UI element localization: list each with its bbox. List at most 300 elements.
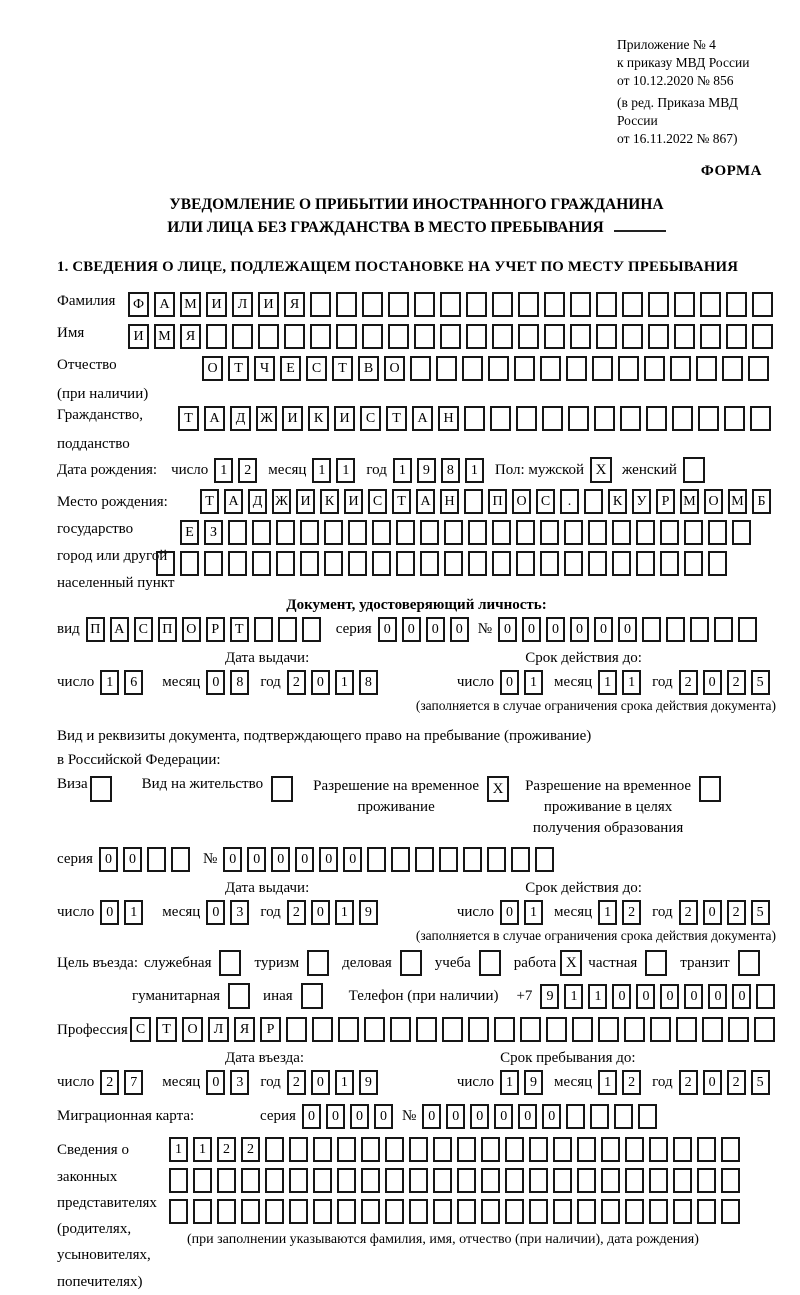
residence-series-cell[interactable]: 0 xyxy=(123,847,142,872)
residence-issue-day-cell[interactable]: 1 xyxy=(124,900,143,925)
birth-place-cell[interactable] xyxy=(564,520,583,545)
residence-issue-year-cell[interactable]: 1 xyxy=(335,900,354,925)
birth-year-cell[interactable]: 1 xyxy=(393,458,412,483)
residence-valid-month-cell[interactable]: 2 xyxy=(622,900,641,925)
representative-cell[interactable] xyxy=(337,1199,356,1224)
migration-number-cell[interactable]: 0 xyxy=(422,1104,441,1129)
citizenship-cell[interactable] xyxy=(620,406,641,431)
residence-series-cell[interactable] xyxy=(147,847,166,872)
representative-cell[interactable] xyxy=(673,1137,692,1162)
valid-month-cell[interactable]: 1 xyxy=(622,670,641,695)
birth-place-cell[interactable] xyxy=(276,520,295,545)
birth-place-cell[interactable] xyxy=(204,551,223,576)
residence-valid-year-cell[interactable]: 2 xyxy=(727,900,746,925)
profession-cell[interactable]: С xyxy=(130,1017,151,1042)
citizenship-cell[interactable] xyxy=(750,406,771,431)
given-name-cell[interactable] xyxy=(570,324,591,349)
patronymic-cell[interactable] xyxy=(488,356,509,381)
patronymic-cell[interactable] xyxy=(410,356,431,381)
representative-cell[interactable] xyxy=(433,1199,452,1224)
representative-cell[interactable]: 1 xyxy=(169,1137,188,1162)
birth-place-cell[interactable] xyxy=(324,520,343,545)
residence-number-cell[interactable] xyxy=(367,847,386,872)
patronymic-cell[interactable] xyxy=(566,356,587,381)
birth-year-cell[interactable]: 8 xyxy=(441,458,460,483)
temp-permit-checkbox[interactable]: X xyxy=(487,776,509,802)
citizenship-cell[interactable] xyxy=(516,406,537,431)
representative-cell[interactable] xyxy=(673,1168,692,1193)
representative-cell[interactable]: 2 xyxy=(241,1137,260,1162)
birth-place-cell[interactable] xyxy=(492,551,511,576)
entry-year-cell[interactable]: 9 xyxy=(359,1070,378,1095)
surname-cell[interactable] xyxy=(310,292,331,317)
birth-place-cell[interactable]: О xyxy=(512,489,531,514)
representative-cell[interactable] xyxy=(457,1168,476,1193)
patronymic-cell[interactable]: С xyxy=(306,356,327,381)
patronymic-cell[interactable]: Ч xyxy=(254,356,275,381)
representative-cell[interactable] xyxy=(457,1199,476,1224)
representative-cell[interactable] xyxy=(217,1199,236,1224)
birth-place-cell[interactable]: О xyxy=(704,489,723,514)
birth-place-cell[interactable]: М xyxy=(728,489,747,514)
birth-place-cell[interactable] xyxy=(492,520,511,545)
citizenship-cell[interactable]: Д xyxy=(230,406,251,431)
citizenship-cell[interactable] xyxy=(594,406,615,431)
surname-cell[interactable]: Я xyxy=(284,292,305,317)
birth-place-cell[interactable] xyxy=(156,551,175,576)
residence-valid-year-cell[interactable]: 5 xyxy=(751,900,770,925)
stay-day-cell[interactable]: 9 xyxy=(524,1070,543,1095)
birth-place-cell[interactable] xyxy=(324,551,343,576)
phone-cell[interactable]: 0 xyxy=(636,984,655,1009)
representative-cell[interactable] xyxy=(553,1137,572,1162)
representative-cell[interactable] xyxy=(649,1199,668,1224)
birth-place-cell[interactable] xyxy=(588,551,607,576)
representative-cell[interactable] xyxy=(601,1168,620,1193)
birth-place-cell[interactable] xyxy=(540,520,559,545)
birth-place-cell[interactable] xyxy=(252,551,271,576)
purpose-transit-checkbox[interactable] xyxy=(738,950,760,976)
issue-day-cell[interactable]: 6 xyxy=(124,670,143,695)
birth-place-cell[interactable] xyxy=(348,551,367,576)
surname-cell[interactable] xyxy=(518,292,539,317)
birth-month-cell[interactable]: 1 xyxy=(312,458,331,483)
birth-place-cell[interactable] xyxy=(612,520,631,545)
birth-place-cell[interactable] xyxy=(420,520,439,545)
phone-cell[interactable]: 0 xyxy=(612,984,631,1009)
patronymic-cell[interactable] xyxy=(670,356,691,381)
migration-series-cell[interactable]: 0 xyxy=(326,1104,345,1129)
birth-place-cell[interactable]: И xyxy=(344,489,363,514)
representative-cell[interactable] xyxy=(361,1199,380,1224)
doc-type-cell[interactable]: Т xyxy=(230,617,249,642)
given-name-cell[interactable] xyxy=(232,324,253,349)
profession-cell[interactable] xyxy=(676,1017,697,1042)
edu-permit-checkbox[interactable] xyxy=(699,776,721,802)
issue-year-cell[interactable]: 1 xyxy=(335,670,354,695)
surname-cell[interactable] xyxy=(336,292,357,317)
representative-cell[interactable] xyxy=(313,1199,332,1224)
representative-cell[interactable] xyxy=(289,1168,308,1193)
profession-cell[interactable]: Я xyxy=(234,1017,255,1042)
profession-cell[interactable] xyxy=(728,1017,749,1042)
patronymic-cell[interactable] xyxy=(514,356,535,381)
given-name-cell[interactable] xyxy=(284,324,305,349)
profession-cell[interactable] xyxy=(702,1017,723,1042)
profession-cell[interactable] xyxy=(754,1017,775,1042)
representative-cell[interactable] xyxy=(481,1199,500,1224)
birth-day-cell[interactable]: 2 xyxy=(238,458,257,483)
given-name-cell[interactable] xyxy=(258,324,279,349)
citizenship-cell[interactable]: И xyxy=(282,406,303,431)
representative-cell[interactable] xyxy=(385,1168,404,1193)
patronymic-cell[interactable] xyxy=(644,356,665,381)
birth-place-cell[interactable]: С xyxy=(536,489,555,514)
issue-day-cell[interactable]: 1 xyxy=(100,670,119,695)
citizenship-cell[interactable] xyxy=(646,406,667,431)
purpose-business-checkbox[interactable] xyxy=(400,950,422,976)
phone-cell[interactable] xyxy=(756,984,775,1009)
birth-place-cell[interactable] xyxy=(348,520,367,545)
phone-cell[interactable]: 9 xyxy=(540,984,559,1009)
valid-month-cell[interactable]: 1 xyxy=(598,670,617,695)
birth-place-cell[interactable] xyxy=(180,551,199,576)
migration-number-cell[interactable] xyxy=(638,1104,657,1129)
doc-series-cell[interactable]: 0 xyxy=(378,617,397,642)
birth-place-cell[interactable]: П xyxy=(488,489,507,514)
citizenship-cell[interactable]: Т xyxy=(178,406,199,431)
given-name-cell[interactable] xyxy=(336,324,357,349)
birth-place-cell[interactable] xyxy=(660,551,679,576)
representative-cell[interactable] xyxy=(265,1168,284,1193)
migration-number-cell[interactable] xyxy=(614,1104,633,1129)
doc-number-cell[interactable]: 0 xyxy=(546,617,565,642)
representative-cell[interactable] xyxy=(721,1168,740,1193)
representative-cell[interactable] xyxy=(649,1168,668,1193)
representative-cell[interactable] xyxy=(337,1137,356,1162)
given-name-cell[interactable] xyxy=(414,324,435,349)
profession-cell[interactable] xyxy=(442,1017,463,1042)
birth-place-cell[interactable] xyxy=(660,520,679,545)
surname-cell[interactable]: И xyxy=(206,292,227,317)
citizenship-cell[interactable]: А xyxy=(204,406,225,431)
valid-year-cell[interactable]: 0 xyxy=(703,670,722,695)
purpose-other-checkbox[interactable] xyxy=(301,983,323,1009)
birth-place-cell[interactable] xyxy=(372,551,391,576)
birth-place-cell[interactable] xyxy=(684,520,703,545)
representative-cell[interactable] xyxy=(193,1168,212,1193)
given-name-cell[interactable] xyxy=(726,324,747,349)
patronymic-cell[interactable] xyxy=(436,356,457,381)
doc-number-cell[interactable] xyxy=(714,617,733,642)
doc-type-cell[interactable]: С xyxy=(134,617,153,642)
representative-cell[interactable] xyxy=(193,1199,212,1224)
representative-cell[interactable] xyxy=(169,1199,188,1224)
migration-number-cell[interactable]: 0 xyxy=(518,1104,537,1129)
profession-cell[interactable] xyxy=(650,1017,671,1042)
representative-cell[interactable] xyxy=(361,1137,380,1162)
phone-cell[interactable]: 1 xyxy=(564,984,583,1009)
migration-series-cell[interactable]: 0 xyxy=(350,1104,369,1129)
representative-cell[interactable] xyxy=(505,1199,524,1224)
profession-cell[interactable] xyxy=(546,1017,567,1042)
purpose-official-checkbox[interactable] xyxy=(219,950,241,976)
doc-series-cell[interactable]: 0 xyxy=(450,617,469,642)
migration-number-cell[interactable]: 0 xyxy=(494,1104,513,1129)
birth-place-cell[interactable] xyxy=(612,551,631,576)
migration-series-cell[interactable]: 0 xyxy=(302,1104,321,1129)
residence-number-cell[interactable]: 0 xyxy=(247,847,266,872)
surname-cell[interactable] xyxy=(414,292,435,317)
given-name-cell[interactable] xyxy=(700,324,721,349)
birth-day-cell[interactable]: 1 xyxy=(214,458,233,483)
given-name-cell[interactable] xyxy=(518,324,539,349)
birth-place-cell[interactable]: Д xyxy=(248,489,267,514)
birth-place-cell[interactable] xyxy=(444,551,463,576)
sex-male-checkbox[interactable]: X xyxy=(590,457,612,483)
profession-cell[interactable] xyxy=(572,1017,593,1042)
representative-cell[interactable] xyxy=(241,1199,260,1224)
issue-month-cell[interactable]: 8 xyxy=(230,670,249,695)
surname-cell[interactable] xyxy=(544,292,565,317)
residence-issue-day-cell[interactable]: 0 xyxy=(100,900,119,925)
doc-type-cell[interactable]: А xyxy=(110,617,129,642)
birth-place-cell[interactable] xyxy=(396,551,415,576)
surname-cell[interactable] xyxy=(622,292,643,317)
birth-place-cell[interactable] xyxy=(516,551,535,576)
residence-valid-year-cell[interactable]: 2 xyxy=(679,900,698,925)
purpose-private-checkbox[interactable] xyxy=(645,950,667,976)
doc-number-cell[interactable]: 0 xyxy=(594,617,613,642)
representative-cell[interactable] xyxy=(265,1199,284,1224)
entry-year-cell[interactable]: 0 xyxy=(311,1070,330,1095)
birth-place-cell[interactable] xyxy=(636,520,655,545)
patronymic-cell[interactable]: В xyxy=(358,356,379,381)
given-name-cell[interactable] xyxy=(362,324,383,349)
birth-place-cell[interactable] xyxy=(444,520,463,545)
residence-series-cell[interactable]: 0 xyxy=(99,847,118,872)
purpose-tourism-checkbox[interactable] xyxy=(307,950,329,976)
birth-place-cell[interactable]: Н xyxy=(440,489,459,514)
sex-female-checkbox[interactable] xyxy=(683,457,705,483)
valid-year-cell[interactable]: 2 xyxy=(727,670,746,695)
residence-issue-year-cell[interactable]: 2 xyxy=(287,900,306,925)
representative-cell[interactable] xyxy=(265,1137,284,1162)
doc-type-cell[interactable] xyxy=(278,617,297,642)
citizenship-cell[interactable]: Ж xyxy=(256,406,277,431)
surname-cell[interactable] xyxy=(440,292,461,317)
representative-cell[interactable] xyxy=(553,1168,572,1193)
phone-cell[interactable]: 0 xyxy=(708,984,727,1009)
residence-series-cell[interactable] xyxy=(171,847,190,872)
birth-place-cell[interactable]: А xyxy=(224,489,243,514)
given-name-cell[interactable] xyxy=(596,324,617,349)
birth-place-cell[interactable]: Т xyxy=(392,489,411,514)
residence-number-cell[interactable]: 0 xyxy=(343,847,362,872)
representative-cell[interactable] xyxy=(625,1137,644,1162)
surname-cell[interactable] xyxy=(674,292,695,317)
birth-place-cell[interactable]: . xyxy=(560,489,579,514)
residence-number-cell[interactable] xyxy=(487,847,506,872)
doc-number-cell[interactable]: 0 xyxy=(570,617,589,642)
residence-number-cell[interactable] xyxy=(391,847,410,872)
representative-cell[interactable] xyxy=(697,1137,716,1162)
representative-cell[interactable] xyxy=(577,1168,596,1193)
birth-place-cell[interactable] xyxy=(708,551,727,576)
doc-type-cell[interactable]: П xyxy=(158,617,177,642)
surname-cell[interactable] xyxy=(362,292,383,317)
given-name-cell[interactable] xyxy=(206,324,227,349)
residence-number-cell[interactable] xyxy=(415,847,434,872)
surname-cell[interactable] xyxy=(596,292,617,317)
patronymic-cell[interactable] xyxy=(592,356,613,381)
representative-cell[interactable] xyxy=(337,1168,356,1193)
representative-cell[interactable] xyxy=(577,1199,596,1224)
doc-number-cell[interactable]: 0 xyxy=(498,617,517,642)
birth-place-cell[interactable] xyxy=(584,489,603,514)
representative-cell[interactable]: 1 xyxy=(193,1137,212,1162)
stay-month-cell[interactable]: 1 xyxy=(598,1070,617,1095)
given-name-cell[interactable] xyxy=(310,324,331,349)
birth-place-cell[interactable] xyxy=(464,489,483,514)
profession-cell[interactable] xyxy=(338,1017,359,1042)
citizenship-cell[interactable]: А xyxy=(412,406,433,431)
birth-year-cell[interactable]: 1 xyxy=(465,458,484,483)
profession-cell[interactable] xyxy=(624,1017,645,1042)
doc-type-cell[interactable] xyxy=(254,617,273,642)
patronymic-cell[interactable] xyxy=(748,356,769,381)
residence-number-cell[interactable] xyxy=(439,847,458,872)
representative-cell[interactable] xyxy=(433,1137,452,1162)
purpose-study-checkbox[interactable] xyxy=(479,950,501,976)
representative-cell[interactable] xyxy=(289,1137,308,1162)
given-name-cell[interactable]: Я xyxy=(180,324,201,349)
doc-number-cell[interactable] xyxy=(738,617,757,642)
representative-cell[interactable] xyxy=(313,1168,332,1193)
birth-place-cell[interactable]: У xyxy=(632,489,651,514)
residence-valid-day-cell[interactable]: 0 xyxy=(500,900,519,925)
representative-cell[interactable] xyxy=(361,1168,380,1193)
birth-place-cell[interactable] xyxy=(396,520,415,545)
profession-cell[interactable]: О xyxy=(182,1017,203,1042)
representative-cell[interactable] xyxy=(313,1137,332,1162)
citizenship-cell[interactable] xyxy=(672,406,693,431)
representative-cell[interactable] xyxy=(529,1168,548,1193)
profession-cell[interactable] xyxy=(598,1017,619,1042)
profession-cell[interactable] xyxy=(364,1017,385,1042)
representative-cell[interactable] xyxy=(217,1168,236,1193)
representative-cell[interactable] xyxy=(625,1168,644,1193)
profession-cell[interactable] xyxy=(416,1017,437,1042)
doc-number-cell[interactable]: 0 xyxy=(522,617,541,642)
surname-cell[interactable] xyxy=(700,292,721,317)
residence-issue-year-cell[interactable]: 0 xyxy=(311,900,330,925)
citizenship-cell[interactable]: С xyxy=(360,406,381,431)
stay-year-cell[interactable]: 5 xyxy=(751,1070,770,1095)
residence-issue-year-cell[interactable]: 9 xyxy=(359,900,378,925)
profession-cell[interactable] xyxy=(286,1017,307,1042)
representative-cell[interactable] xyxy=(385,1199,404,1224)
residence-number-cell[interactable] xyxy=(463,847,482,872)
stay-year-cell[interactable]: 0 xyxy=(703,1070,722,1095)
given-name-cell[interactable] xyxy=(622,324,643,349)
issue-year-cell[interactable]: 8 xyxy=(359,670,378,695)
phone-cell[interactable]: 0 xyxy=(660,984,679,1009)
birth-place-cell[interactable] xyxy=(420,551,439,576)
profession-cell[interactable] xyxy=(312,1017,333,1042)
given-name-cell[interactable] xyxy=(388,324,409,349)
birth-place-cell[interactable] xyxy=(708,520,727,545)
representative-cell[interactable] xyxy=(697,1199,716,1224)
citizenship-cell[interactable]: К xyxy=(308,406,329,431)
representative-cell[interactable] xyxy=(457,1137,476,1162)
migration-number-cell[interactable]: 0 xyxy=(470,1104,489,1129)
doc-series-cell[interactable]: 0 xyxy=(426,617,445,642)
surname-cell[interactable] xyxy=(492,292,513,317)
purpose-work-checkbox[interactable]: X xyxy=(560,950,582,976)
birth-place-cell[interactable] xyxy=(372,520,391,545)
stay-day-cell[interactable]: 1 xyxy=(500,1070,519,1095)
birth-place-cell[interactable]: Е xyxy=(180,520,199,545)
birth-place-cell[interactable]: С xyxy=(368,489,387,514)
birth-place-cell[interactable]: К xyxy=(608,489,627,514)
entry-year-cell[interactable]: 2 xyxy=(287,1070,306,1095)
residence-valid-year-cell[interactable]: 0 xyxy=(703,900,722,925)
doc-number-cell[interactable] xyxy=(666,617,685,642)
birth-place-cell[interactable]: Т xyxy=(200,489,219,514)
phone-cell[interactable]: 0 xyxy=(684,984,703,1009)
doc-type-cell[interactable]: П xyxy=(86,617,105,642)
residence-number-cell[interactable]: 0 xyxy=(271,847,290,872)
birth-place-cell[interactable]: К xyxy=(320,489,339,514)
surname-cell[interactable]: Ф xyxy=(128,292,149,317)
entry-month-cell[interactable]: 0 xyxy=(206,1070,225,1095)
residence-number-cell[interactable]: 0 xyxy=(295,847,314,872)
birth-year-cell[interactable]: 9 xyxy=(417,458,436,483)
representative-cell[interactable] xyxy=(385,1137,404,1162)
residence-number-cell[interactable]: 0 xyxy=(319,847,338,872)
patronymic-cell[interactable]: Е xyxy=(280,356,301,381)
patronymic-cell[interactable]: Т xyxy=(228,356,249,381)
profession-cell[interactable] xyxy=(390,1017,411,1042)
representative-cell[interactable] xyxy=(697,1168,716,1193)
surname-cell[interactable]: И xyxy=(258,292,279,317)
profession-cell[interactable] xyxy=(520,1017,541,1042)
birth-place-cell[interactable] xyxy=(468,520,487,545)
birth-place-cell[interactable]: Р xyxy=(656,489,675,514)
birth-place-cell[interactable] xyxy=(228,520,247,545)
representative-cell[interactable] xyxy=(577,1137,596,1162)
entry-year-cell[interactable]: 1 xyxy=(335,1070,354,1095)
representative-cell[interactable] xyxy=(649,1137,668,1162)
surname-cell[interactable] xyxy=(466,292,487,317)
patronymic-cell[interactable] xyxy=(722,356,743,381)
issue-month-cell[interactable]: 0 xyxy=(206,670,225,695)
surname-cell[interactable]: М xyxy=(180,292,201,317)
birth-place-cell[interactable] xyxy=(540,551,559,576)
given-name-cell[interactable] xyxy=(544,324,565,349)
surname-cell[interactable]: Л xyxy=(232,292,253,317)
patronymic-cell[interactable]: Т xyxy=(332,356,353,381)
birth-place-cell[interactable]: А xyxy=(416,489,435,514)
migration-number-cell[interactable]: 0 xyxy=(446,1104,465,1129)
citizenship-cell[interactable] xyxy=(724,406,745,431)
representative-cell[interactable] xyxy=(553,1199,572,1224)
profession-cell[interactable]: Р xyxy=(260,1017,281,1042)
birth-place-cell[interactable] xyxy=(300,520,319,545)
doc-type-cell[interactable]: О xyxy=(182,617,201,642)
representative-cell[interactable] xyxy=(505,1137,524,1162)
